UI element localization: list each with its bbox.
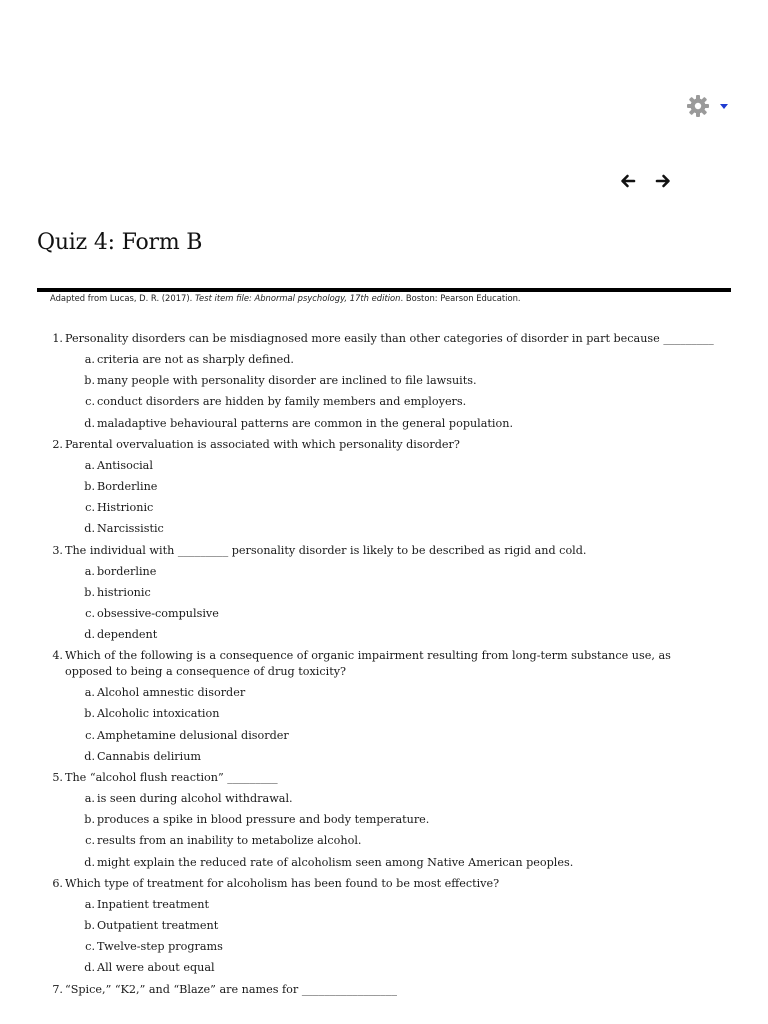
previous-page-button[interactable] xyxy=(619,172,637,190)
option-letter: b. xyxy=(84,707,95,721)
option-letter: d. xyxy=(84,522,95,536)
answer-option xyxy=(65,564,718,580)
option-text: many people with personality disorder are inclined to file lawsuits. xyxy=(97,374,477,388)
next-page-button[interactable] xyxy=(654,172,672,190)
option-text: Inpatient treatment xyxy=(97,897,209,911)
option-letter: c. xyxy=(85,834,95,848)
option-letter: a. xyxy=(84,564,95,578)
question-item xyxy=(0,648,768,765)
source-attribution xyxy=(50,293,521,303)
option-letter: a. xyxy=(84,792,95,805)
caret-down-icon xyxy=(720,104,728,109)
attribution-prefix: Adapted from Lucas, D. R. (2017). xyxy=(50,293,195,303)
option-letter: a. xyxy=(84,897,95,911)
option-text: histrionic xyxy=(97,585,151,599)
gear-icon xyxy=(686,94,710,118)
arrow-left-icon xyxy=(619,172,637,190)
settings-menu-button[interactable] xyxy=(686,94,728,118)
option-text: produces a spike in blood pressure and body temperature. xyxy=(97,813,430,827)
answer-option xyxy=(65,606,718,622)
option-text: Outpatient treatment xyxy=(97,918,219,932)
question-list xyxy=(0,331,768,1003)
option-letter: b. xyxy=(84,479,95,493)
option-letter: a. xyxy=(84,686,95,700)
answer-option xyxy=(65,500,718,516)
title-divider xyxy=(37,288,731,292)
option-text: Narcissistic xyxy=(97,522,164,536)
answer-option xyxy=(65,706,718,722)
attribution-suffix: . Boston: Pearson Education. xyxy=(400,293,521,303)
question-text: Which type of treatment for alcoholism has been found to be most effective? xyxy=(65,876,500,890)
question-text: “Spice,” “K2,” and “Blaze” are names for _________________ xyxy=(65,982,397,996)
question-number: 4. xyxy=(52,649,63,663)
option-text: Alcoholic intoxication xyxy=(97,707,220,721)
answer-options xyxy=(65,564,718,644)
option-letter: a. xyxy=(84,458,95,472)
answer-option xyxy=(65,685,718,701)
question-item xyxy=(0,331,768,432)
question-text: The individual with _________ personality disorder is likely to be described as rigid and cold. xyxy=(65,543,587,557)
question-number: 5. xyxy=(52,771,63,784)
option-text: obsessive-compulsive xyxy=(97,606,219,620)
option-text: might explain the reduced rate of alcoholism seen among Native American peoples. xyxy=(97,855,574,869)
question-text: Personality disorders can be misdiagnosed more easily than other categories of disorder in part because _________ xyxy=(65,332,714,345)
question-text: The “alcohol flush reaction” _________ xyxy=(65,771,278,784)
arrow-right-icon xyxy=(654,172,672,190)
option-letter: b. xyxy=(84,918,95,932)
option-letter: d. xyxy=(84,749,95,763)
option-text: criteria are not as sharply defined. xyxy=(97,353,294,366)
question-item xyxy=(0,543,768,644)
answer-option xyxy=(65,855,718,871)
option-letter: c. xyxy=(85,606,95,620)
option-text: dependent xyxy=(97,628,158,642)
question-item xyxy=(0,437,768,538)
question-item xyxy=(0,982,768,998)
option-text: Alcohol amnestic disorder xyxy=(97,686,246,700)
answer-option xyxy=(65,585,718,601)
option-letter: c. xyxy=(85,501,95,515)
question-number: 1. xyxy=(52,332,63,345)
answer-option xyxy=(65,521,718,537)
option-letter: d. xyxy=(84,855,95,869)
answer-option xyxy=(65,791,718,807)
answer-option xyxy=(65,373,718,389)
option-text: maladaptive behavioural patterns are common in the general population. xyxy=(97,416,514,430)
answer-option xyxy=(65,416,718,432)
question-item xyxy=(0,876,768,977)
answer-options xyxy=(65,352,718,432)
answer-options xyxy=(65,685,718,765)
question-item xyxy=(0,770,768,871)
question-number: 2. xyxy=(52,437,63,451)
option-letter: b. xyxy=(84,374,95,388)
option-text: is seen during alcohol withdrawal. xyxy=(97,792,293,805)
answer-option xyxy=(65,960,718,976)
answer-option xyxy=(65,833,718,849)
question-text: Parental overvaluation is associated with which personality disorder? xyxy=(65,437,460,451)
option-letter: d. xyxy=(84,628,95,642)
option-letter: c. xyxy=(85,395,95,409)
option-letter: a. xyxy=(84,353,95,366)
attribution-source-title: Test item file: Abnormal psychology, 17th edition xyxy=(194,293,401,303)
option-text: Amphetamine delusional disorder xyxy=(97,728,289,742)
option-text: Borderline xyxy=(97,479,158,493)
answer-options xyxy=(65,897,718,977)
answer-option xyxy=(65,352,718,368)
option-letter: b. xyxy=(84,813,95,827)
question-number: 7. xyxy=(52,982,63,996)
question-number: 3. xyxy=(52,543,63,557)
question-text: Which of the following is a consequence of organic impairment resulting from long-term substance use, as opposed to being a consequence of drug toxicity? xyxy=(65,649,671,679)
option-text: Antisocial xyxy=(97,458,153,472)
answer-option xyxy=(65,897,718,913)
answer-option xyxy=(65,479,718,495)
option-letter: d. xyxy=(84,416,95,430)
answer-option xyxy=(65,394,718,410)
page-title: Quiz 4: Form B xyxy=(37,230,203,255)
option-text: conduct disorders are hidden by family members and employers. xyxy=(97,395,467,409)
option-letter: c. xyxy=(85,728,95,742)
option-letter: b. xyxy=(84,585,95,599)
answer-options xyxy=(65,458,718,538)
option-text: Twelve-step programs xyxy=(97,940,223,954)
option-letter: d. xyxy=(84,961,95,975)
answer-options xyxy=(65,791,718,871)
answer-option xyxy=(65,812,718,828)
question-number: 6. xyxy=(52,876,63,890)
answer-option xyxy=(65,458,718,474)
option-text: Histrionic xyxy=(97,501,154,515)
option-letter: c. xyxy=(85,940,95,954)
answer-option xyxy=(65,728,718,744)
answer-option xyxy=(65,627,718,643)
option-text: results from an inability to metabolize alcohol. xyxy=(97,834,362,848)
answer-option xyxy=(65,918,718,934)
option-text: borderline xyxy=(97,564,157,578)
answer-option xyxy=(65,939,718,955)
answer-option xyxy=(65,749,718,765)
option-text: Cannabis delirium xyxy=(97,749,202,763)
option-text: All were about equal xyxy=(97,961,215,975)
toolbar xyxy=(0,0,768,200)
